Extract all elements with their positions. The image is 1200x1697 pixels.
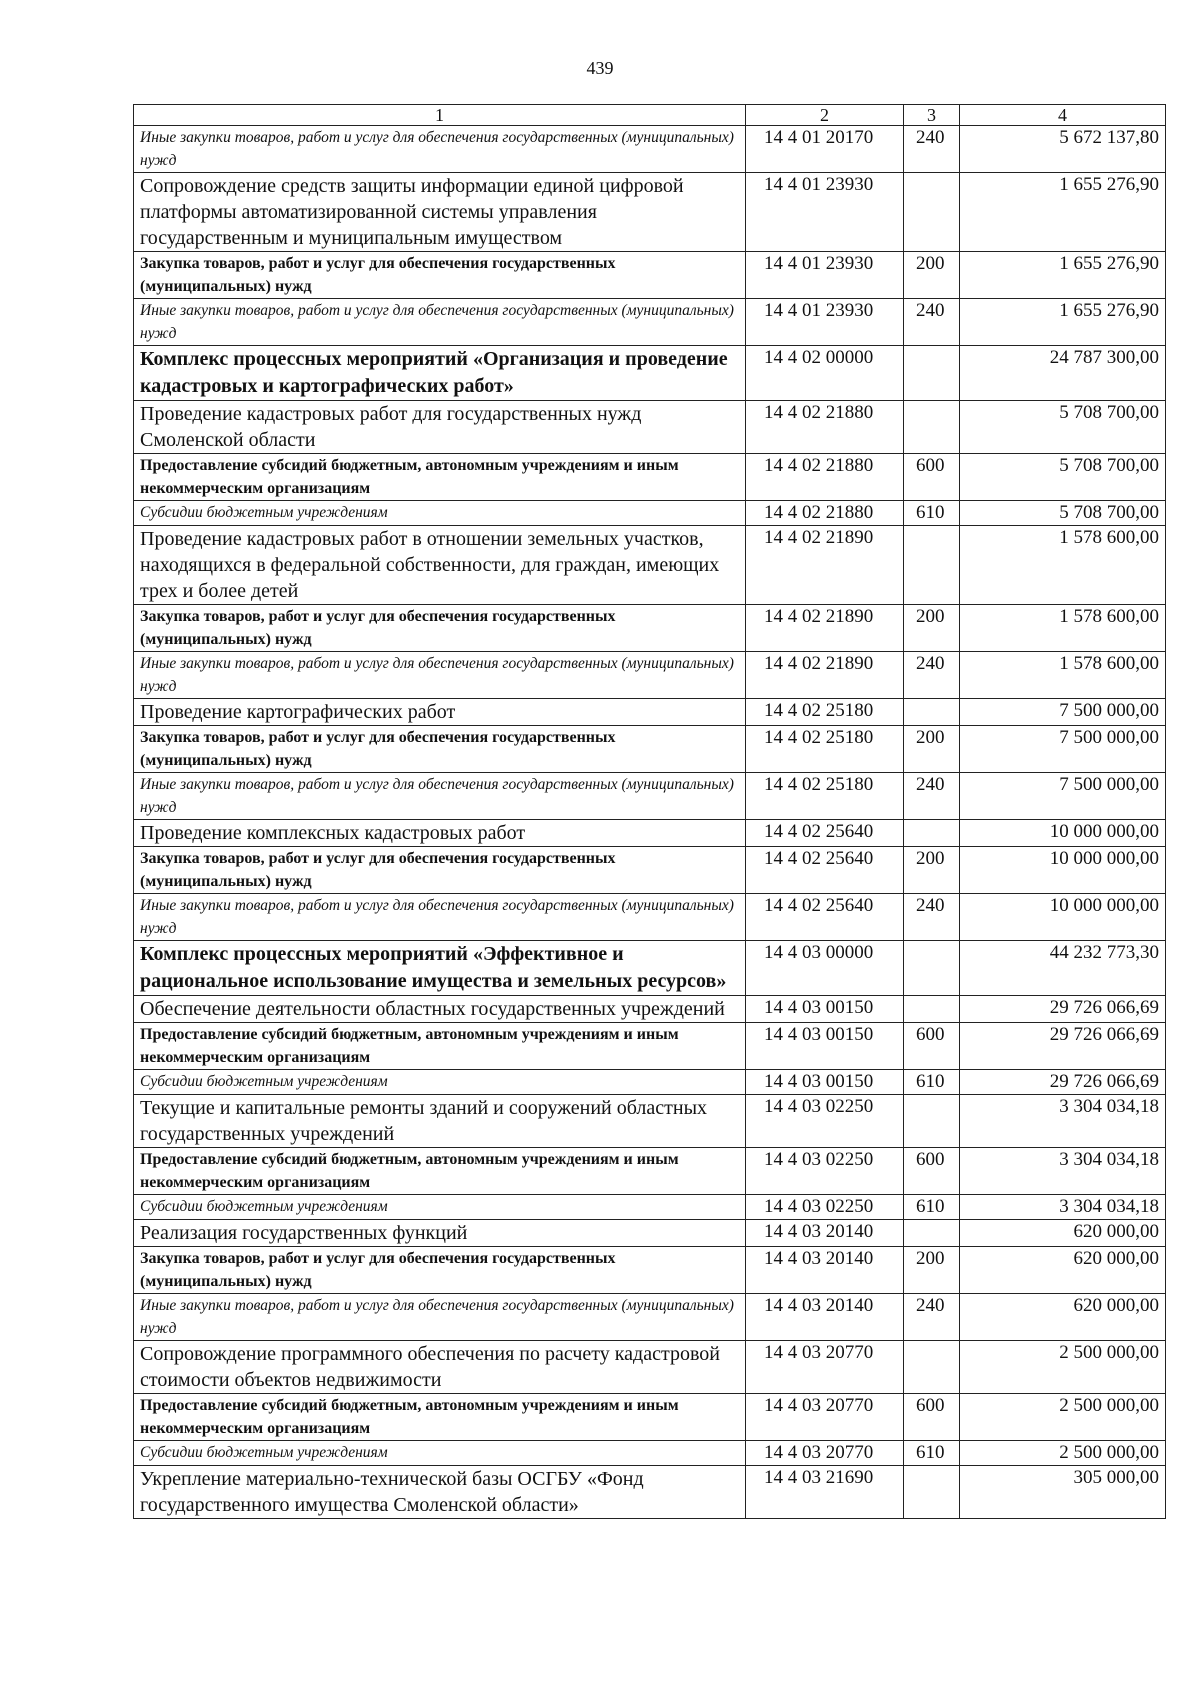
row-code: 14 4 03 00000 <box>746 941 904 996</box>
row-code: 14 4 03 20770 <box>746 1341 904 1394</box>
row-amount: 5 672 137,80 <box>960 126 1166 173</box>
table-row <box>134 1247 1166 1294</box>
row-amount: 1 655 276,90 <box>960 299 1166 346</box>
table-row <box>134 1220 1166 1247</box>
row-name: Реализация государственных функций <box>134 1220 746 1247</box>
table-row <box>134 773 1166 820</box>
header-col-2: 2 <box>746 105 904 126</box>
row-code: 14 4 03 20140 <box>746 1294 904 1341</box>
row-amount: 10 000 000,00 <box>960 820 1166 847</box>
row-amount: 24 787 300,00 <box>960 346 1166 401</box>
table-row <box>134 996 1166 1023</box>
row-name: Закупка товаров, работ и услуг для обеспечения государственных (муниципальных) нужд <box>134 847 746 894</box>
row-expense-type: 200 <box>904 252 960 299</box>
row-code: 14 4 03 20770 <box>746 1441 904 1466</box>
row-amount: 1 655 276,90 <box>960 252 1166 299</box>
row-name: Текущие и капитальные ремонты зданий и сооружений областных государственных учреждений <box>134 1095 746 1148</box>
row-name: Закупка товаров, работ и услуг для обеспечения государственных (муниципальных) нужд <box>134 252 746 299</box>
row-amount: 1 655 276,90 <box>960 173 1166 252</box>
row-name: Иные закупки товаров, работ и услуг для обеспечения государственных (муниципальных) нужд <box>134 299 746 346</box>
row-expense-type: 600 <box>904 1394 960 1441</box>
row-expense-type: 240 <box>904 1294 960 1341</box>
table-row <box>134 252 1166 299</box>
table-row <box>134 1341 1166 1394</box>
table-row <box>134 126 1166 173</box>
row-expense-type: 200 <box>904 605 960 652</box>
row-name: Закупка товаров, работ и услуг для обеспечения государственных (муниципальных) нужд <box>134 1247 746 1294</box>
table-row <box>134 526 1166 605</box>
row-code: 14 4 01 23930 <box>746 252 904 299</box>
table-row <box>134 346 1166 401</box>
row-expense-type: 600 <box>904 1023 960 1070</box>
row-expense-type: 600 <box>904 1148 960 1195</box>
row-expense-type <box>904 1220 960 1247</box>
row-name: Предоставление субсидий бюджетным, автономным учреждениям и иным некоммерческим организациям <box>134 1148 746 1195</box>
row-code: 14 4 02 25640 <box>746 847 904 894</box>
row-code: 14 4 02 25180 <box>746 773 904 820</box>
page-number: 439 <box>586 58 614 78</box>
row-name: Предоставление субсидий бюджетным, автономным учреждениям и иным некоммерческим организациям <box>134 1023 746 1070</box>
table-row <box>134 1294 1166 1341</box>
row-expense-type: 240 <box>904 773 960 820</box>
table-row <box>134 726 1166 773</box>
row-name: Иные закупки товаров, работ и услуг для обеспечения государственных (муниципальных) нужд <box>134 894 746 941</box>
row-amount: 3 304 034,18 <box>960 1148 1166 1195</box>
row-expense-type: 610 <box>904 1195 960 1220</box>
row-code: 14 4 01 23930 <box>746 299 904 346</box>
header-col-4: 4 <box>960 105 1166 126</box>
table-row <box>134 820 1166 847</box>
row-expense-type <box>904 996 960 1023</box>
row-amount: 5 708 700,00 <box>960 501 1166 526</box>
row-amount: 620 000,00 <box>960 1247 1166 1294</box>
row-amount: 2 500 000,00 <box>960 1341 1166 1394</box>
row-code: 14 4 02 25180 <box>746 699 904 726</box>
row-expense-type: 610 <box>904 1441 960 1466</box>
budget-table <box>133 104 1166 1519</box>
row-code: 14 4 03 21690 <box>746 1466 904 1519</box>
row-code: 14 4 03 00150 <box>746 1023 904 1070</box>
row-amount: 7 500 000,00 <box>960 773 1166 820</box>
row-amount: 44 232 773,30 <box>960 941 1166 996</box>
row-code: 14 4 01 20170 <box>746 126 904 173</box>
table-row <box>134 652 1166 699</box>
row-name: Комплекс процессных мероприятий «Эффективное и рациональное использование имущества и земельных ресурсов» <box>134 941 746 996</box>
row-code: 14 4 02 21880 <box>746 501 904 526</box>
row-amount: 29 726 066,69 <box>960 996 1166 1023</box>
row-code: 14 4 03 02250 <box>746 1148 904 1195</box>
row-expense-type: 610 <box>904 1070 960 1095</box>
table-row <box>134 1195 1166 1220</box>
table-body <box>134 126 1166 1519</box>
table-row <box>134 1148 1166 1195</box>
table-row <box>134 699 1166 726</box>
row-amount: 620 000,00 <box>960 1220 1166 1247</box>
row-amount: 305 000,00 <box>960 1466 1166 1519</box>
row-expense-type <box>904 346 960 401</box>
row-code: 14 4 02 21880 <box>746 401 904 454</box>
row-expense-type: 600 <box>904 454 960 501</box>
row-code: 14 4 03 20140 <box>746 1247 904 1294</box>
row-name: Сопровождение программного обеспечения по расчету кадастровой стоимости объектов недвижимости <box>134 1341 746 1394</box>
row-amount: 7 500 000,00 <box>960 726 1166 773</box>
row-amount: 10 000 000,00 <box>960 847 1166 894</box>
row-expense-type <box>904 526 960 605</box>
row-expense-type: 240 <box>904 652 960 699</box>
row-name: Проведение картографических работ <box>134 699 746 726</box>
row-amount: 29 726 066,69 <box>960 1070 1166 1095</box>
table-row <box>134 401 1166 454</box>
table-row <box>134 501 1166 526</box>
row-amount: 5 708 700,00 <box>960 401 1166 454</box>
table-header-row <box>134 105 1166 126</box>
row-expense-type <box>904 941 960 996</box>
row-expense-type: 200 <box>904 847 960 894</box>
row-name: Проведение кадастровых работ для государственных нужд Смоленской области <box>134 401 746 454</box>
table-row <box>134 1441 1166 1466</box>
table-row <box>134 1394 1166 1441</box>
row-code: 14 4 02 25640 <box>746 894 904 941</box>
row-name: Иные закупки товаров, работ и услуг для обеспечения государственных (муниципальных) нужд <box>134 773 746 820</box>
row-name: Закупка товаров, работ и услуг для обеспечения государственных (муниципальных) нужд <box>134 605 746 652</box>
row-code: 14 4 03 00150 <box>746 1070 904 1095</box>
row-expense-type: 200 <box>904 726 960 773</box>
row-code: 14 4 03 20140 <box>746 1220 904 1247</box>
row-name: Укрепление материально-технической базы ОСГБУ «Фонд государственного имущества Смоленской области» <box>134 1466 746 1519</box>
row-amount: 7 500 000,00 <box>960 699 1166 726</box>
row-name: Субсидии бюджетным учреждениям <box>134 1195 746 1220</box>
table-row <box>134 847 1166 894</box>
row-amount: 10 000 000,00 <box>960 894 1166 941</box>
row-name: Обеспечение деятельности областных государственных учреждений <box>134 996 746 1023</box>
row-name: Комплекс процессных мероприятий «Организация и проведение кадастровых и картографических работ» <box>134 346 746 401</box>
row-amount: 620 000,00 <box>960 1294 1166 1341</box>
row-code: 14 4 02 21890 <box>746 526 904 605</box>
row-code: 14 4 02 25180 <box>746 726 904 773</box>
row-name: Сопровождение средств защиты информации единой цифровой платформы автоматизированной системы управления государственным и муниципальным имуществом <box>134 173 746 252</box>
row-name: Иные закупки товаров, работ и услуг для обеспечения государственных (муниципальных) нужд <box>134 126 746 173</box>
row-expense-type <box>904 820 960 847</box>
table-row <box>134 1023 1166 1070</box>
row-name: Проведение кадастровых работ в отношении земельных участков, находящихся в федеральной собственности, для граждан, имеющих трех и более детей <box>134 526 746 605</box>
row-code: 14 4 02 25640 <box>746 820 904 847</box>
row-name: Закупка товаров, работ и услуг для обеспечения государственных (муниципальных) нужд <box>134 726 746 773</box>
table-row <box>134 941 1166 996</box>
row-amount: 3 304 034,18 <box>960 1095 1166 1148</box>
row-name: Субсидии бюджетным учреждениям <box>134 1441 746 1466</box>
table-row <box>134 173 1166 252</box>
row-code: 14 4 02 21880 <box>746 454 904 501</box>
header-col-3: 3 <box>904 105 960 126</box>
row-code: 14 4 03 20770 <box>746 1394 904 1441</box>
row-expense-type: 240 <box>904 894 960 941</box>
row-code: 14 4 03 00150 <box>746 996 904 1023</box>
table-row <box>134 1070 1166 1095</box>
row-name: Предоставление субсидий бюджетным, автономным учреждениям и иным некоммерческим организациям <box>134 454 746 501</box>
row-code: 14 4 01 23930 <box>746 173 904 252</box>
table-row <box>134 1466 1166 1519</box>
row-code: 14 4 02 00000 <box>746 346 904 401</box>
row-expense-type <box>904 1341 960 1394</box>
row-name: Проведение комплексных кадастровых работ <box>134 820 746 847</box>
row-expense-type <box>904 173 960 252</box>
table-row <box>134 454 1166 501</box>
table-row <box>134 605 1166 652</box>
row-amount: 29 726 066,69 <box>960 1023 1166 1070</box>
table-row <box>134 894 1166 941</box>
row-name: Субсидии бюджетным учреждениям <box>134 1070 746 1095</box>
row-amount: 2 500 000,00 <box>960 1441 1166 1466</box>
row-expense-type <box>904 1466 960 1519</box>
row-amount: 3 304 034,18 <box>960 1195 1166 1220</box>
row-amount: 1 578 600,00 <box>960 605 1166 652</box>
row-code: 14 4 03 02250 <box>746 1095 904 1148</box>
row-expense-type: 240 <box>904 299 960 346</box>
row-expense-type: 240 <box>904 126 960 173</box>
row-expense-type <box>904 1095 960 1148</box>
row-amount: 1 578 600,00 <box>960 526 1166 605</box>
table-row <box>134 299 1166 346</box>
row-code: 14 4 02 21890 <box>746 605 904 652</box>
row-amount: 1 578 600,00 <box>960 652 1166 699</box>
row-amount: 2 500 000,00 <box>960 1394 1166 1441</box>
row-code: 14 4 03 02250 <box>746 1195 904 1220</box>
row-name: Субсидии бюджетным учреждениям <box>134 501 746 526</box>
row-code: 14 4 02 21890 <box>746 652 904 699</box>
header-col-1: 1 <box>134 105 746 126</box>
table-row <box>134 1095 1166 1148</box>
row-expense-type <box>904 401 960 454</box>
row-expense-type <box>904 699 960 726</box>
row-amount: 5 708 700,00 <box>960 454 1166 501</box>
row-name: Иные закупки товаров, работ и услуг для обеспечения государственных (муниципальных) нужд <box>134 652 746 699</box>
row-expense-type: 200 <box>904 1247 960 1294</box>
row-name: Иные закупки товаров, работ и услуг для обеспечения государственных (муниципальных) нужд <box>134 1294 746 1341</box>
row-expense-type: 610 <box>904 501 960 526</box>
row-name: Предоставление субсидий бюджетным, автономным учреждениям и иным некоммерческим организациям <box>134 1394 746 1441</box>
